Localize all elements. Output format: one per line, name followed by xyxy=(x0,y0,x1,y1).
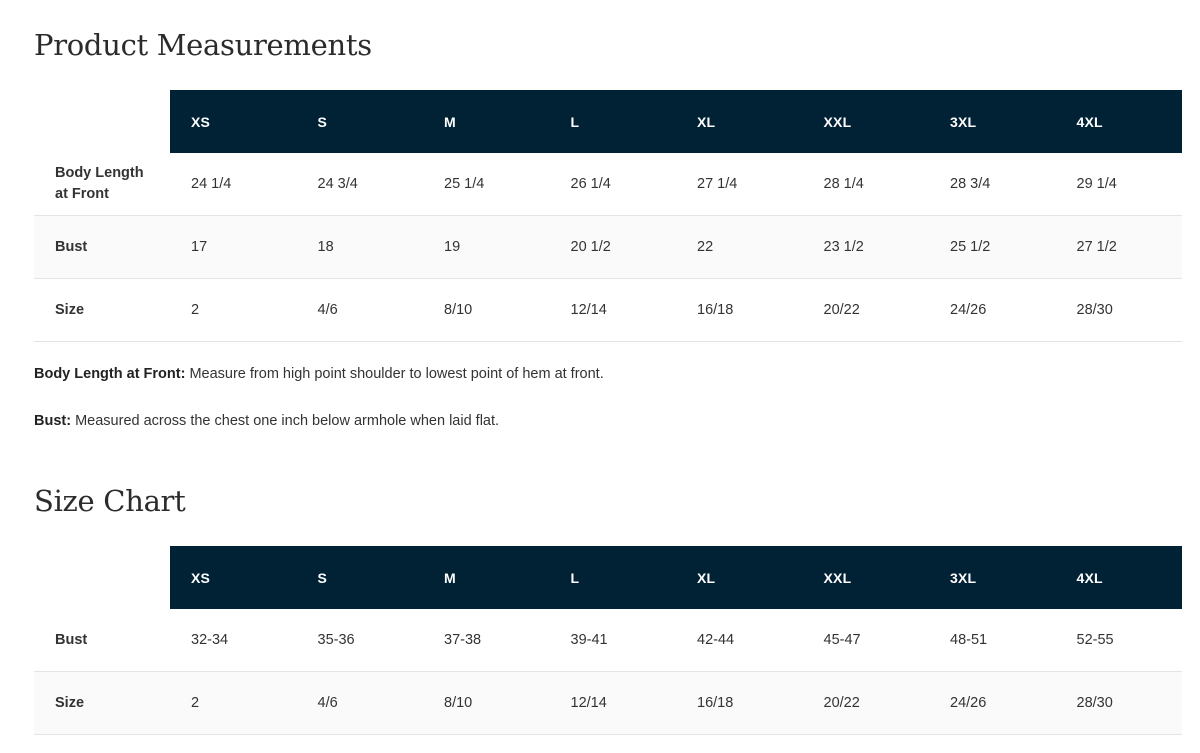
note-text: Measured across the chest one inch below armhole when laid flat. xyxy=(71,413,500,429)
table-cell: 16/18 xyxy=(676,279,803,342)
measurements-table xyxy=(34,90,1182,342)
table-cell: 42-44 xyxy=(676,609,803,672)
header-blank-cell xyxy=(34,546,170,609)
table-cell: 52-55 xyxy=(1056,609,1183,672)
table-cell: 25 1/4 xyxy=(423,153,550,216)
table-cell: 2 xyxy=(170,672,297,735)
row-label-line: at Front xyxy=(55,186,109,202)
table-cell: 45-47 xyxy=(803,609,930,672)
table-cell: 27 1/4 xyxy=(676,153,803,216)
size-header-xs: XS xyxy=(170,90,297,153)
table-cell: 20 1/2 xyxy=(550,216,677,279)
table-row-size xyxy=(34,672,1182,735)
table-cell: 20/22 xyxy=(803,279,930,342)
measurements-title: Product Measurements xyxy=(34,28,372,62)
note-body-length xyxy=(34,366,604,382)
table-cell: 19 xyxy=(423,216,550,279)
note-term: Body Length at Front: xyxy=(34,366,186,382)
size-header-l: L xyxy=(550,90,677,153)
table-cell: 16/18 xyxy=(676,672,803,735)
table-cell: 8/10 xyxy=(423,672,550,735)
table-cell: 23 1/2 xyxy=(803,216,930,279)
table-cell: 35-36 xyxy=(297,609,424,672)
table-cell: 12/14 xyxy=(550,672,677,735)
size-header-m: M xyxy=(423,90,550,153)
size-header-xl: XL xyxy=(676,90,803,153)
table-cell: 29 1/4 xyxy=(1056,153,1183,216)
table-cell: 28 3/4 xyxy=(929,153,1056,216)
table-row-bust xyxy=(34,216,1182,279)
table-cell: 39-41 xyxy=(550,609,677,672)
row-label-size: Size xyxy=(34,279,170,342)
note-bust xyxy=(34,413,499,429)
size-header-xl: XL xyxy=(676,546,803,609)
table-row-body-length xyxy=(34,153,1182,216)
size-header-4xl: 4XL xyxy=(1056,90,1183,153)
header-blank-cell xyxy=(34,90,170,153)
row-label-bust: Bust xyxy=(34,609,170,672)
table-cell: 37-38 xyxy=(423,609,550,672)
table-cell: 26 1/4 xyxy=(550,153,677,216)
size-header-4xl: 4XL xyxy=(1056,546,1183,609)
table-cell: 24 3/4 xyxy=(297,153,424,216)
table-cell: 8/10 xyxy=(423,279,550,342)
size-chart-title: Size Chart xyxy=(34,484,186,518)
size-header-xxl: XXL xyxy=(803,90,930,153)
table-cell: 17 xyxy=(170,216,297,279)
size-header-s: S xyxy=(297,546,424,609)
table-cell: 4/6 xyxy=(297,279,424,342)
size-header-s: S xyxy=(297,90,424,153)
table-cell: 24/26 xyxy=(929,672,1056,735)
table-cell: 25 1/2 xyxy=(929,216,1056,279)
table-cell: 28/30 xyxy=(1056,279,1183,342)
table-cell: 22 xyxy=(676,216,803,279)
measurements-header-row xyxy=(34,90,1182,153)
size-chart-header-row xyxy=(34,546,1182,609)
table-cell: 24/26 xyxy=(929,279,1056,342)
size-header-xxl: XXL xyxy=(803,546,930,609)
row-label-bust: Bust xyxy=(34,216,170,279)
table-cell: 32-34 xyxy=(170,609,297,672)
table-row-bust xyxy=(34,609,1182,672)
size-header-3xl: 3XL xyxy=(929,546,1056,609)
row-label-size: Size xyxy=(34,672,170,735)
table-cell: 28/30 xyxy=(1056,672,1183,735)
row-label-line: Body Length xyxy=(55,165,144,181)
table-cell: 48-51 xyxy=(929,609,1056,672)
table-cell: 12/14 xyxy=(550,279,677,342)
row-label-body-length xyxy=(34,153,170,216)
note-term: Bust: xyxy=(34,413,72,429)
table-cell: 20/22 xyxy=(803,672,930,735)
table-cell: 27 1/2 xyxy=(1056,216,1183,279)
size-header-m: M xyxy=(423,546,550,609)
table-cell: 2 xyxy=(170,279,297,342)
table-row-size xyxy=(34,279,1182,342)
size-header-3xl: 3XL xyxy=(929,90,1056,153)
table-cell: 28 1/4 xyxy=(803,153,930,216)
table-cell: 4/6 xyxy=(297,672,424,735)
note-text: Measure from high point shoulder to lowest point of hem at front. xyxy=(185,366,604,382)
size-chart-table xyxy=(34,546,1182,735)
size-header-xs: XS xyxy=(170,546,297,609)
table-cell: 18 xyxy=(297,216,424,279)
table-cell: 24 1/4 xyxy=(170,153,297,216)
size-header-l: L xyxy=(550,546,677,609)
